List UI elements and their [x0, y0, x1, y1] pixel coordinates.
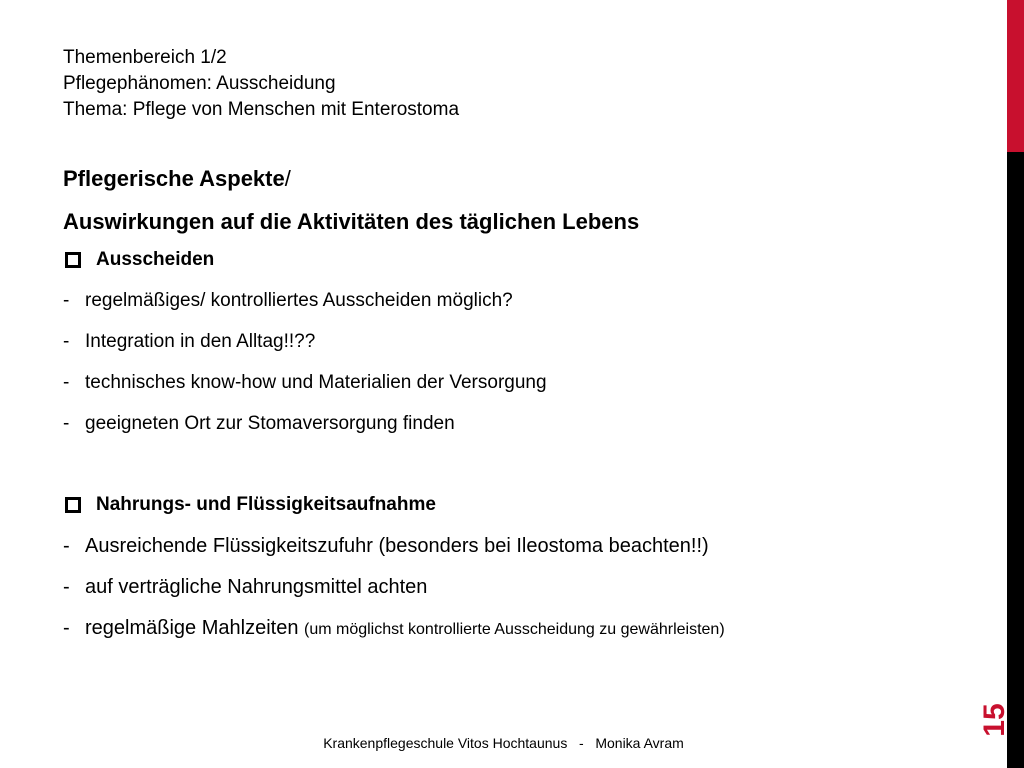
heading-daily-activities: Auswirkungen auf die Aktivitäten des täglichen Lebens [63, 209, 640, 234]
dash-marker: - [63, 413, 70, 434]
section-excretion-label: Ausscheiden [96, 249, 215, 270]
square-bullet-icon [65, 252, 81, 268]
dash-marker: - [63, 535, 70, 557]
heading-nursing-aspects-text: Pflegerische Aspekte [63, 166, 285, 191]
section-nutrition-title [63, 492, 983, 518]
section-spacer [63, 452, 983, 492]
header-phenomenon: Pflegephänomen: Ausscheidung [63, 73, 336, 94]
list-item-text: technisches know-how und Materialien der Versorgung [85, 372, 547, 393]
header-topic-area: Themenbereich 1/2 [63, 47, 227, 68]
section-excretion-title [63, 247, 983, 273]
list-item-text: Integration in den Alltag!!?? [85, 331, 316, 352]
list-item [63, 329, 983, 355]
slide-content [63, 164, 983, 656]
list-item-text: auf verträgliche Nahrungsmittel achten [85, 576, 428, 598]
list-item [63, 370, 983, 396]
accent-bar-top [1007, 0, 1024, 152]
header-theme: Thema: Pflege von Menschen mit Enterostoma [63, 99, 460, 120]
slide-footer: Krankenpflegeschule Vitos Hochtaunus - Monika Avram [323, 735, 684, 751]
square-bullet-icon [65, 497, 81, 513]
heading-slash: / [284, 166, 291, 191]
list-item-text: Ausreichende Flüssigkeitszufuhr (besonders bei Ileostoma beachten!!) [85, 535, 709, 557]
list-item-text: regelmäßiges/ kontrolliertes Ausscheiden möglich? [85, 290, 513, 311]
list-item [63, 615, 983, 641]
section-nutrition-label: Nahrungs- und Flüssigkeitsaufnahme [96, 494, 436, 515]
dash-marker: - [63, 372, 70, 393]
list-item [63, 411, 983, 437]
list-item-note: (um möglichst kontrollierte Ausscheidung zu gewährleisten) [304, 621, 725, 638]
list-item [63, 533, 983, 559]
dash-marker: - [63, 617, 70, 639]
accent-bar-bottom [1007, 152, 1024, 768]
heading-nursing-aspects [63, 164, 983, 194]
dash-marker: - [63, 331, 70, 352]
list-item-text: geeigneten Ort zur Stomaversorgung finden [85, 413, 455, 434]
slide-number: 15 [978, 703, 1011, 737]
dash-marker: - [63, 290, 70, 311]
list-item [63, 288, 983, 314]
list-item-text: regelmäßige Mahlzeiten [85, 617, 299, 639]
slide-header [63, 45, 459, 123]
dash-marker: - [63, 576, 70, 598]
list-item [63, 574, 983, 600]
